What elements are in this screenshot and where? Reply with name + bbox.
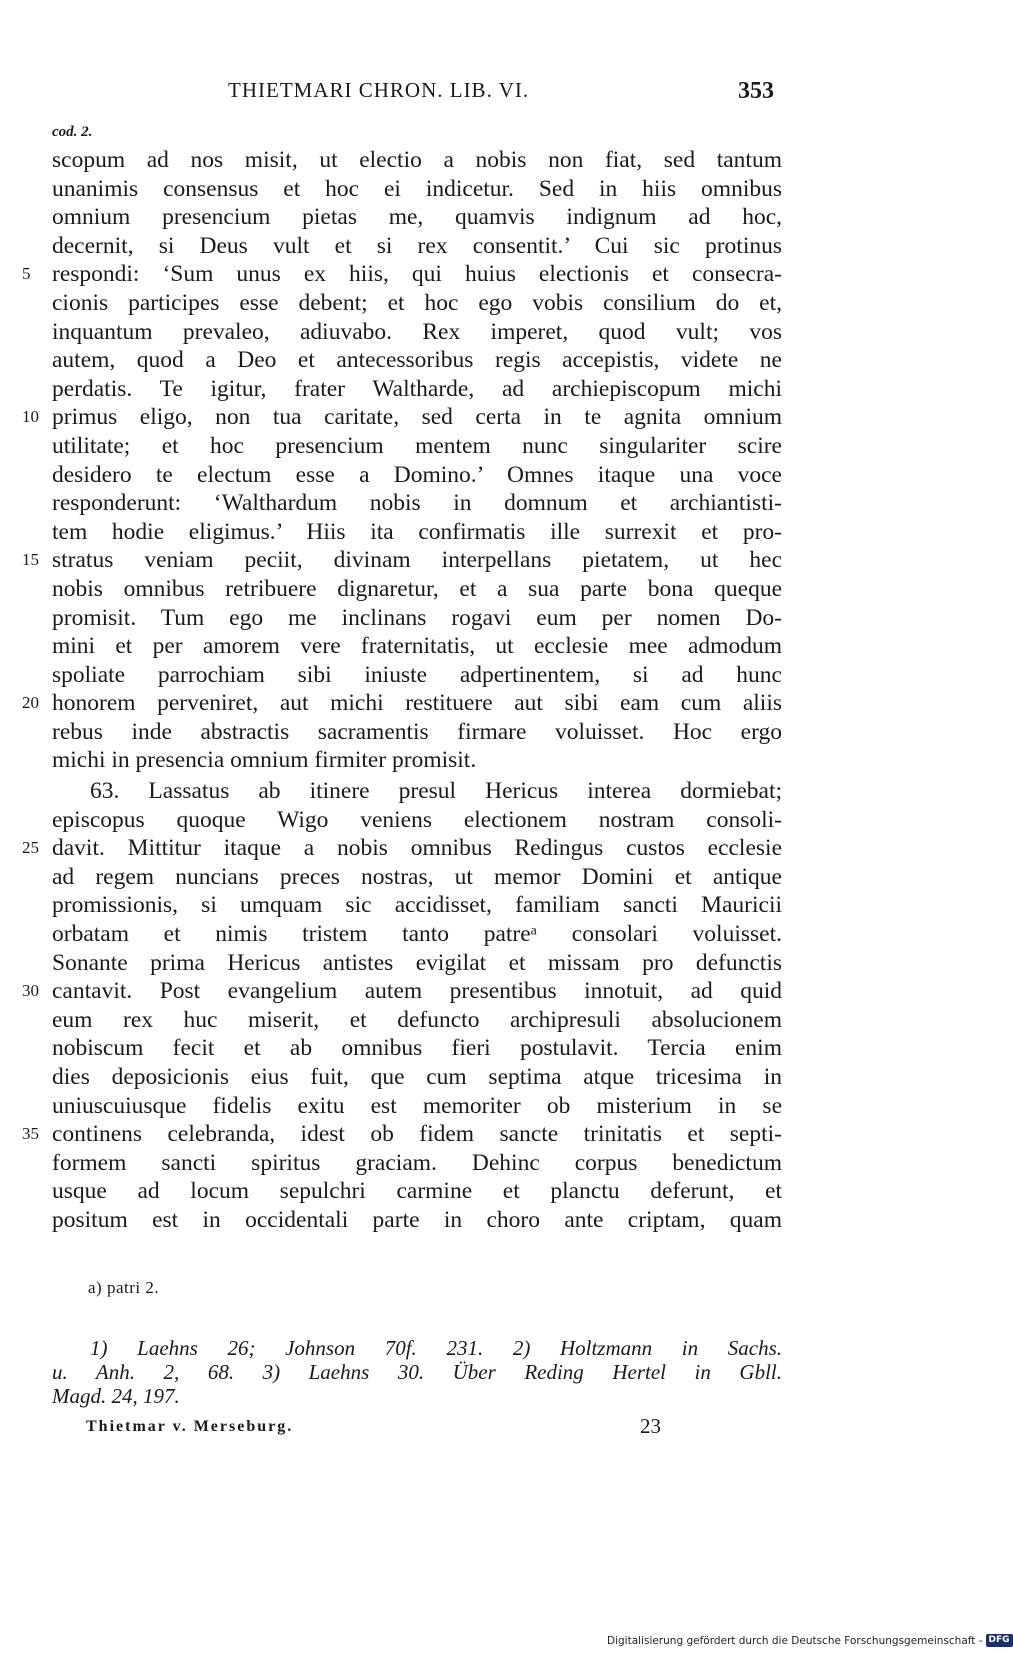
text-line bbox=[52, 346, 782, 375]
text-line bbox=[52, 146, 782, 175]
line-text: continens celebranda, idest ob fidem sancte trinitatis et septi- bbox=[52, 1121, 782, 1148]
text-line bbox=[52, 1034, 782, 1063]
line-text: davit. Mittitur itaque a nobis omnibus Redingus custos ecclesie bbox=[52, 835, 782, 862]
line-text: scopum ad nos misit, ut electio a nobis non fiat, sed tantum bbox=[52, 147, 782, 173]
line-text: positum est in occidentali parte in choro ante criptam, quam bbox=[52, 1206, 782, 1233]
line-text: promissionis, si umquam sic accidisset, familiam sancti Mauricii bbox=[52, 892, 782, 919]
line-text: ad regem nuncians preces nostras, ut memor Domini et antique bbox=[52, 863, 782, 890]
text-line bbox=[52, 777, 782, 806]
line-number: 20 bbox=[22, 693, 39, 713]
line-text: tem hodie eligimus.’ Hiis ita confirmatis ille surrexit et pro- bbox=[52, 518, 782, 545]
line-text: uniuscuiusque fidelis exitu est memoriter ob misterium in se bbox=[52, 1092, 782, 1119]
line-text: cantavit. Post evangelium autem presentibus innotuit, ad quid bbox=[52, 978, 782, 1005]
line-text: autem, quod a Deo et antecessoribus regis accepistis, videte ne bbox=[52, 347, 782, 374]
text-line bbox=[52, 432, 782, 461]
line-text: cionis participes esse debent; et hoc ego vobis consilium do et, bbox=[52, 289, 782, 316]
line-text: stratus veniam peciit, divinam interpellans pietatem, ut hec bbox=[52, 547, 782, 574]
line-text: usque ad locum sepulchri carmine et planctu deferunt, et bbox=[52, 1178, 782, 1205]
page-header bbox=[0, 74, 1000, 114]
line-text: orbatam et nimis tristem tanto patreᵃ consolari voluisset. bbox=[52, 921, 782, 948]
line-text: inquantum prevaleo, adiuvabo. Rex imperet, quod vult; vos bbox=[52, 318, 782, 345]
line-number: 10 bbox=[22, 407, 39, 427]
digitization-credit bbox=[607, 1634, 1013, 1647]
line-text: michi in presencia omnium firmiter promisit. bbox=[52, 747, 477, 774]
text-line bbox=[52, 518, 782, 547]
line-text: Sonante prima Hericus antistes evigilat et missam pro defunctis bbox=[52, 949, 782, 976]
line-text: 63. Lassatus ab itinere presul Hericus interea dormiebat; bbox=[90, 778, 782, 805]
line-text: nobis omnibus retribuere dignaretur, et a sua parte bona queque bbox=[52, 575, 782, 602]
line-text: formem sancti spiritus graciam. Dehinc corpus benedictum bbox=[52, 1149, 782, 1176]
running-title: THIETMARI CHRON. LIB. VI. bbox=[228, 78, 530, 102]
text-line bbox=[52, 1092, 782, 1121]
sheet-signature: Thietmar v. Merseburg. bbox=[86, 1418, 294, 1435]
text-line bbox=[52, 863, 782, 892]
text-line bbox=[22, 546, 782, 575]
text-line bbox=[52, 806, 782, 835]
line-text: unanimis consensus et hoc ei indicetur. Sed in hiis omnibus bbox=[52, 175, 782, 202]
line-text: spoliate parrochiam sibi iniuste adpertinentem, si ad hunc bbox=[52, 661, 782, 688]
line-text: dies deposicionis eius fuit, que cum septima atque tricesima in bbox=[52, 1064, 782, 1090]
footnote-line: Magd. 24, 197. bbox=[52, 1384, 180, 1408]
text-line bbox=[52, 718, 782, 747]
line-text: desidero te electum esse a Domino.’ Omnes itaque una voce bbox=[52, 461, 782, 488]
line-number: 5 bbox=[22, 264, 31, 284]
text-line bbox=[22, 1120, 782, 1149]
text-line bbox=[52, 632, 782, 661]
line-text: omnium presencium pietas me, quamvis indignum ad hoc, bbox=[52, 204, 782, 231]
text-line bbox=[52, 289, 782, 318]
text-line bbox=[52, 1177, 782, 1206]
line-number: 35 bbox=[22, 1124, 39, 1144]
text-line bbox=[52, 232, 782, 261]
footnotes bbox=[52, 1336, 782, 1408]
text-line bbox=[52, 375, 782, 404]
text-line bbox=[52, 1149, 782, 1178]
text-line bbox=[52, 175, 782, 204]
text-line bbox=[52, 891, 782, 920]
codex-reference: cod. 2. bbox=[52, 124, 93, 140]
line-text: mini et per amorem vere fraternitatis, ut ecclesie mee admodum bbox=[52, 633, 782, 660]
line-text: responderunt: ‘Walthardum nobis in domnum et archiantisti- bbox=[52, 490, 782, 517]
line-text: respondi: ‘Sum unus ex hiis, qui huius electionis et consecra- bbox=[52, 261, 782, 288]
text-line bbox=[22, 260, 782, 289]
line-text: promisit. Tum ego me inclinans rogavi eum per nomen Do- bbox=[52, 604, 782, 631]
text-line bbox=[52, 1006, 782, 1035]
line-text: rebus inde abstractis sacramentis firmare voluisset. Hoc ergo bbox=[52, 718, 782, 745]
text-line bbox=[52, 1063, 782, 1092]
line-number: 30 bbox=[22, 981, 39, 1001]
text-line bbox=[52, 203, 782, 232]
apparatus-note: a) patri 2. bbox=[88, 1278, 160, 1297]
text-line bbox=[52, 575, 782, 604]
text-line bbox=[52, 746, 782, 775]
line-text: perdatis. Te igitur, frater Waltharde, ad archiepiscopum michi bbox=[52, 375, 782, 402]
footnote-line: u. Anh. 2, 68. 3) Laehns 30. Über Reding Hertel in Gbll. bbox=[52, 1360, 782, 1384]
line-number: 15 bbox=[22, 550, 39, 570]
line-text: utilitate; et hoc presencium mentem nunc singulariter scire bbox=[52, 432, 782, 459]
line-text: nobiscum fecit et ab omnibus fieri postulavit. Tercia enim bbox=[52, 1035, 782, 1062]
text-line bbox=[52, 949, 782, 978]
line-text: episcopus quoque Wigo veniens electionem nostram consoli- bbox=[52, 806, 782, 833]
line-text: decernit, si Deus vult et si rex consentit.’ Cui sic protinus bbox=[52, 232, 782, 259]
credit-text: Digitalisierung gefördert durch die Deutsche Forschungsgemeinschaft - bbox=[607, 1634, 983, 1647]
footnote-line: 1) Laehns 26; Johnson 70f. 231. 2) Holtzmann in Sachs. bbox=[90, 1336, 782, 1360]
text-line bbox=[22, 977, 782, 1006]
line-text: honorem perveniret, aut michi restituere aut sibi eam cum aliis bbox=[52, 690, 782, 717]
page-number: 353 bbox=[738, 78, 774, 104]
line-text: eum rex huc miserit, et defuncto archipresuli absolucionem bbox=[52, 1006, 782, 1033]
text-line bbox=[52, 461, 782, 490]
dfg-logo: DFG bbox=[986, 1634, 1013, 1647]
text-line bbox=[22, 689, 782, 718]
text-line bbox=[52, 1206, 782, 1235]
line-text: primus eligo, non tua caritate, sed certa in te agnita omnium bbox=[52, 404, 782, 431]
text-line bbox=[22, 403, 782, 432]
text-line bbox=[52, 661, 782, 690]
text-line bbox=[52, 318, 782, 347]
text-line bbox=[52, 604, 782, 633]
sheet-number: 23 bbox=[640, 1414, 661, 1438]
text-line bbox=[52, 489, 782, 518]
text-line bbox=[22, 834, 782, 863]
chronicle-text bbox=[22, 146, 782, 1235]
line-number: 25 bbox=[22, 838, 39, 858]
text-line bbox=[52, 920, 782, 949]
